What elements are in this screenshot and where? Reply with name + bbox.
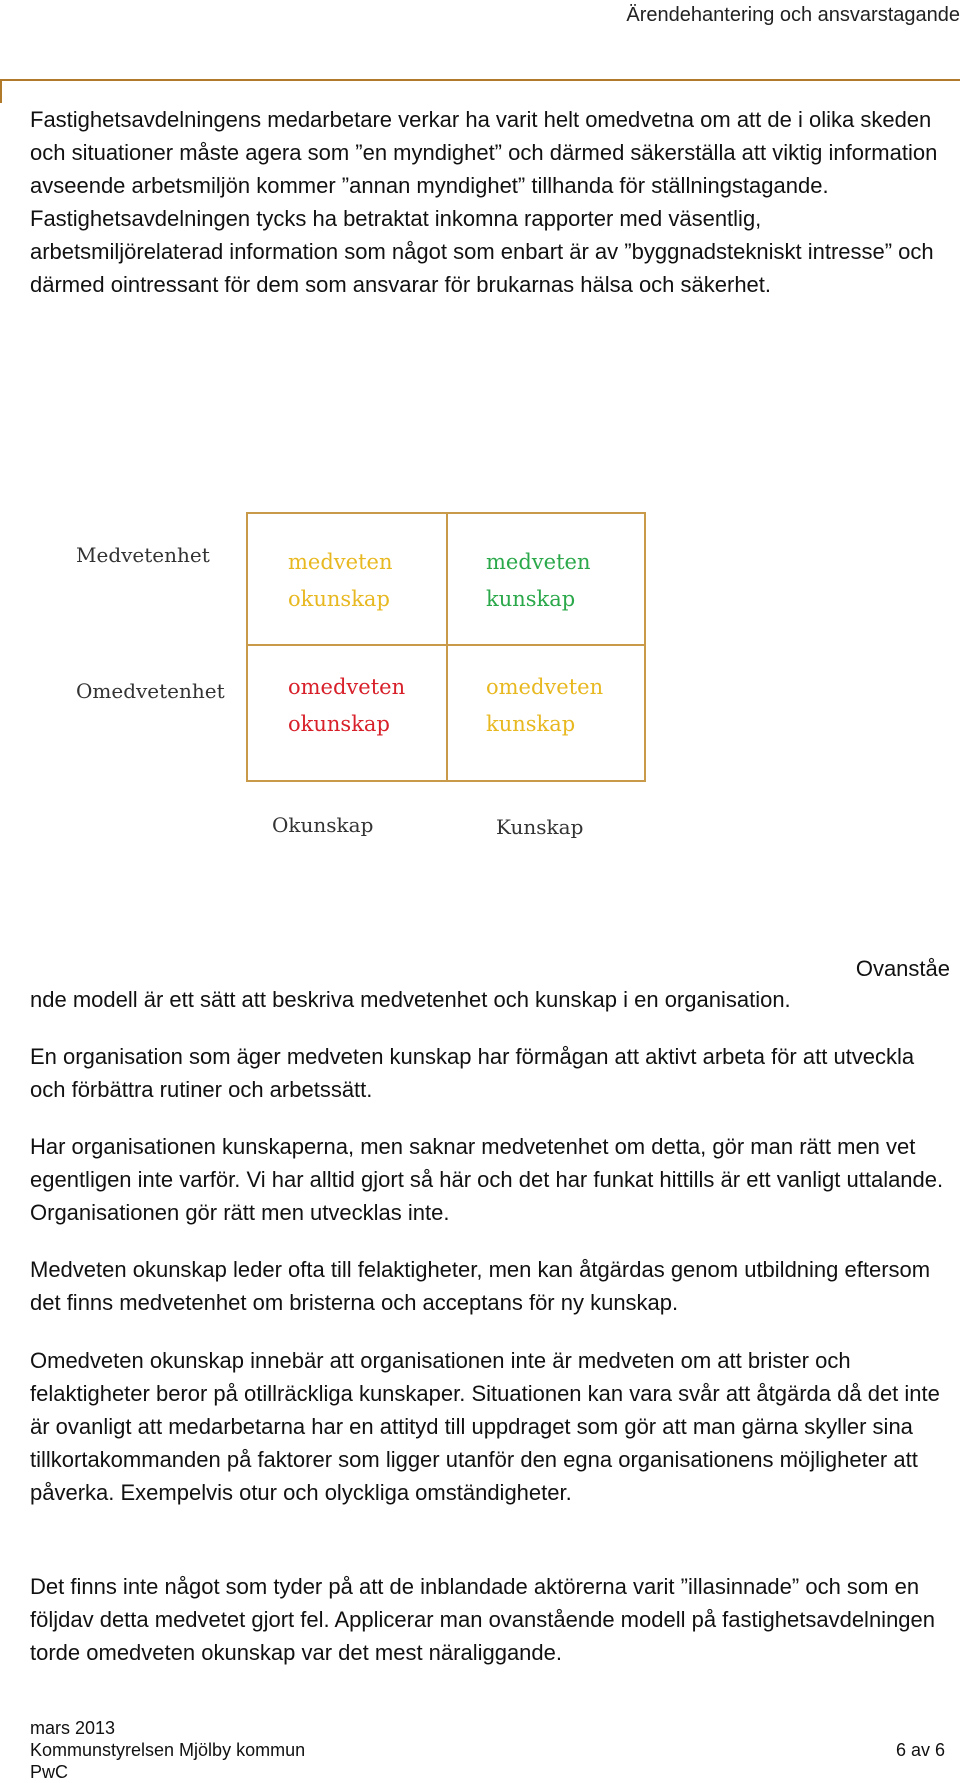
footer-company: PwC bbox=[30, 1762, 69, 1782]
cell-text: medveten bbox=[288, 550, 393, 574]
paragraph-omedveten-okunskap: Omedveten okunskap innebär att organisationen inte är medveten om att brister och felaktigheter beror på otillräckliga kunskaper. Situationen kan vara svår att åtgärda då det inte är ovanligt att medarbetarna har en attityd till uppdraget som gör att man gärna skyller sina tillkortakommanden på faktorer som ligger utanför den egna organisationens möjligheter att påverka. Exempelvis otur och olyckliga omständigheter. bbox=[30, 1348, 940, 1505]
header-title: Ärendehantering och ansvarstagande bbox=[626, 4, 960, 26]
col-label-okunskap: Okunskap bbox=[272, 813, 374, 837]
paragraph-model-tail: Ovanståe bbox=[855, 956, 950, 981]
row-label-medvetenhet: Medvetenhet bbox=[76, 543, 210, 567]
cell-text: kunskap bbox=[486, 587, 576, 611]
col-label-kunskap: Kunskap bbox=[496, 815, 584, 839]
cell-text: okunskap bbox=[288, 587, 390, 611]
header-rule bbox=[0, 79, 960, 81]
cell-medveten-okunskap bbox=[288, 544, 468, 618]
paragraph-conclusion: Det finns inte något som tyder på att de inblandade aktörerna varit ”illasinnade” och som en följdav detta medvetet gjort fel. Applicerar man ovanstående modell på fastighetsavdelningen torde omedveten okunskap var det mest näraliggande. bbox=[30, 1574, 936, 1665]
paragraph-model-description: nde modell är ett sätt att beskriva medvetenhet och kunskap i en organisation. bbox=[30, 987, 791, 1012]
cell-text: omedveten bbox=[486, 675, 604, 699]
footer-organization: Kommunstyrelsen Mjölby kommun bbox=[30, 1740, 306, 1760]
cell-text: kunskap bbox=[486, 712, 576, 736]
footer-page-number: 6 av 6 bbox=[895, 1740, 945, 1760]
cell-text: omedveten bbox=[288, 675, 406, 699]
matrix-divider-horizontal bbox=[248, 644, 644, 646]
footer-date: mars 2013 bbox=[30, 1718, 116, 1738]
cell-omedveten-okunskap bbox=[288, 669, 468, 743]
paragraph-medveten-kunskap: En organisation som äger medveten kunskap har förmågan att aktivt arbeta för att utveckla och förbättra rutiner och arbetssätt. bbox=[30, 1044, 915, 1102]
paragraph-intro: Fastighetsavdelningens medarbetare verkar ha varit helt omedvetna om att de i olika skeden och situationer måste agera som ”en myndighet” och därmed säkerställa att viktig information avseende arbetsmiljön kommer ”annan myndighet” tillhanda för ställningstagande. Fastighetsavdelningen tycks ha betraktat inkomna rapporter med väsentlig, arbetsmiljörelaterad information som något som enbart är av ”byggnadstekniskt intresse” och därmed ointressant för dem som ansvarar för brukarnas hälsa och säkerhet. bbox=[30, 107, 938, 297]
cell-text: okunskap bbox=[288, 712, 390, 736]
paragraph-medveten-okunskap: Medveten okunskap leder ofta till felaktigheter, men kan åtgärdas genom utbildning eftersom det finns medvetenhet om bristerna och acceptans för ny kunskap. bbox=[30, 1257, 931, 1315]
header-rule-corner bbox=[0, 79, 2, 103]
cell-medveten-kunskap bbox=[486, 544, 666, 618]
paragraph-omedveten-kunskap: Har organisationen kunskaperna, men saknar medvetenhet om detta, gör man rätt men vet egentligen inte varför. Vi har alltid gjort så här och det har funkat hittills är ett vanligt uttalande. Organisationen gör rätt men utvecklas inte. bbox=[30, 1134, 944, 1225]
cell-text: medveten bbox=[486, 550, 591, 574]
row-label-omedvetenhet: Omedvetenhet bbox=[76, 679, 225, 703]
matrix-grid bbox=[246, 512, 646, 782]
cell-omedveten-kunskap bbox=[486, 669, 666, 743]
